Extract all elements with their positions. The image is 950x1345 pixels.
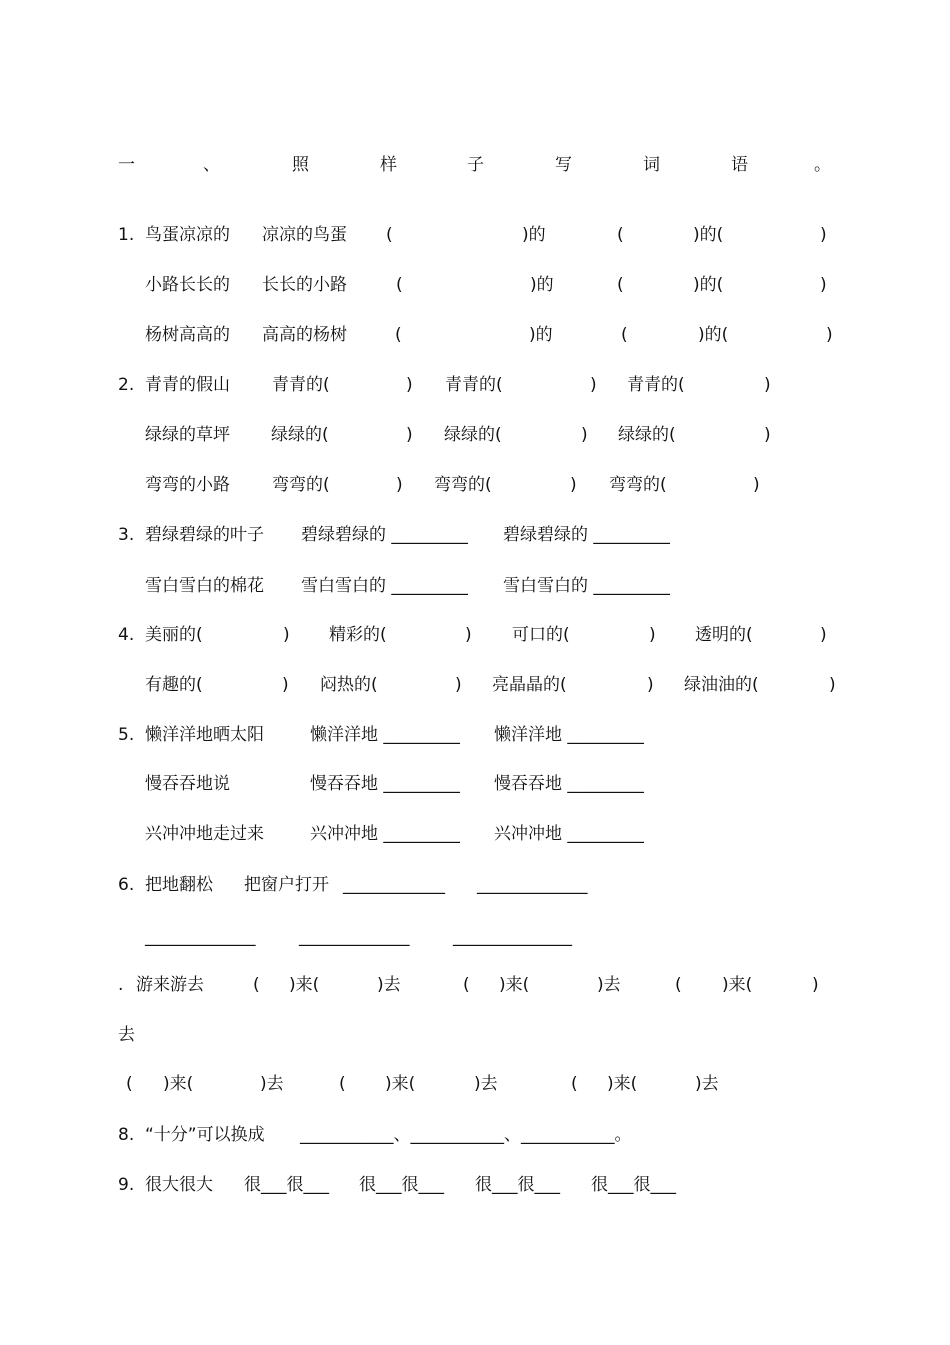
fill-prompt: 可口的( bbox=[512, 625, 570, 645]
answer-line: _____________ bbox=[299, 927, 410, 947]
blank-close: ) bbox=[753, 475, 760, 495]
fill-prompt: 有趣的( bbox=[145, 675, 203, 695]
heading-char: 语 bbox=[731, 155, 748, 175]
blank-open: ( bbox=[617, 225, 624, 245]
fill-prompt: 很___很___ bbox=[359, 1175, 444, 1195]
fill-prompt: 碧绿碧绿的 _________ bbox=[503, 525, 670, 545]
blank-close: )去 bbox=[260, 1074, 284, 1094]
question-number: 9. bbox=[118, 1175, 135, 1195]
fill-prompt: 美丽的( bbox=[145, 625, 203, 645]
fill-prompt: 很___很___ bbox=[591, 1175, 676, 1195]
fill-prompt: 兴冲冲地 _________ bbox=[494, 824, 644, 844]
fill-prompt: 精彩的( bbox=[329, 625, 387, 645]
blank-close: )去 bbox=[474, 1074, 498, 1094]
question-number: . bbox=[118, 975, 124, 995]
example-phrase: 鸟蛋凉凉的 bbox=[145, 225, 230, 245]
example-phrase: 把地翻松 bbox=[145, 875, 213, 895]
blank-close: ) bbox=[829, 675, 836, 695]
blank-close: )去 bbox=[377, 975, 401, 995]
blank-close: )去 bbox=[597, 975, 621, 995]
fill-prompt: 弯弯的( bbox=[609, 475, 667, 495]
blank-close: ) bbox=[820, 625, 827, 645]
question-number: 2. bbox=[118, 375, 135, 395]
blank-close: )的 bbox=[522, 225, 546, 245]
blank-open: ( bbox=[253, 975, 260, 995]
fill-prompt: 青青的( bbox=[627, 375, 685, 395]
blank-close: ) bbox=[396, 475, 403, 495]
fill-prompt: 青青的( bbox=[272, 375, 330, 395]
blank-close: ) bbox=[764, 425, 771, 445]
blank-close: )的 bbox=[529, 325, 553, 345]
fill-prompt: 碧绿碧绿的 _________ bbox=[301, 525, 468, 545]
fill-prompt: 透明的( bbox=[695, 625, 753, 645]
blank-close: ) bbox=[820, 225, 827, 245]
blank-open: ( bbox=[386, 225, 393, 245]
example-answer: 长长的小路 bbox=[262, 275, 347, 295]
blank-close: ) bbox=[455, 675, 462, 695]
fill-prompt: 绿油油的( bbox=[684, 675, 759, 695]
example-phrase: 兴冲冲地走过来 bbox=[145, 824, 264, 844]
example-phrase: 弯弯的小路 bbox=[145, 475, 230, 495]
fill-prompt: 很___很___ bbox=[475, 1175, 560, 1195]
example-answer: 把窗户打开 bbox=[244, 875, 329, 895]
blank-mid: )来( bbox=[163, 1074, 194, 1094]
example-phrase: 青青的假山 bbox=[145, 375, 230, 395]
blank-open: ( bbox=[463, 975, 470, 995]
blank-close: ) bbox=[820, 275, 827, 295]
heading-char: 一 bbox=[118, 155, 135, 175]
example-phrase: 碧绿碧绿的叶子 bbox=[145, 525, 264, 545]
fill-prompt: 弯弯的( bbox=[434, 475, 492, 495]
blank-close: ) bbox=[826, 325, 833, 345]
fill-prompt: 慢吞吞地 _________ bbox=[310, 774, 460, 794]
fill-prompt: 雪白雪白的 _________ bbox=[503, 576, 670, 596]
blank-close: ) bbox=[406, 425, 413, 445]
fill-prompt: 绿绿的( bbox=[444, 425, 502, 445]
answer-line: _____________ bbox=[477, 875, 588, 895]
answer-line: ___________、___________、___________。 bbox=[300, 1125, 632, 1145]
heading-char: 子 bbox=[467, 155, 484, 175]
blank-close: )的( bbox=[693, 225, 724, 245]
blank-mid: )来( bbox=[607, 1074, 638, 1094]
blank-open: ( bbox=[675, 975, 682, 995]
fill-prompt: 慢吞吞地 _________ bbox=[494, 774, 644, 794]
question-number: 4. bbox=[118, 625, 135, 645]
blank-close: ) bbox=[283, 625, 290, 645]
blank-close: )的 bbox=[530, 275, 554, 295]
fill-prompt: 绿绿的( bbox=[618, 425, 676, 445]
blank-close: ) bbox=[465, 625, 472, 645]
question-number: 1. bbox=[118, 225, 135, 245]
fill-prompt: 绿绿的( bbox=[271, 425, 329, 445]
heading-char: 词 bbox=[643, 155, 660, 175]
answer-line: _____________ bbox=[145, 927, 256, 947]
example-phrase: 慢吞吞地说 bbox=[145, 774, 230, 794]
blank-close: )的( bbox=[693, 275, 724, 295]
section-heading bbox=[0, 154, 950, 178]
fill-prompt: 兴冲冲地 _________ bbox=[310, 824, 460, 844]
blank-close: ) bbox=[282, 675, 289, 695]
question-number: 6. bbox=[118, 875, 135, 895]
blank-close: ) bbox=[649, 625, 656, 645]
blank-open: ( bbox=[396, 275, 403, 295]
blank-close: ) bbox=[590, 375, 597, 395]
fill-prompt: 闷热的( bbox=[320, 675, 378, 695]
example-answer: 凉凉的鸟蛋 bbox=[262, 225, 347, 245]
question-number: 5. bbox=[118, 725, 135, 745]
blank-close: ) bbox=[764, 375, 771, 395]
blank-close: ) bbox=[570, 475, 577, 495]
blank-open: ( bbox=[395, 325, 402, 345]
fill-prompt: 很___很___ bbox=[244, 1175, 329, 1195]
blank-open: ( bbox=[339, 1074, 346, 1094]
example-phrase: “十分”可以换成 bbox=[145, 1125, 265, 1145]
blank-close: )的( bbox=[698, 325, 729, 345]
blank-close: ) bbox=[581, 425, 588, 445]
example-phrase: 游来游去 bbox=[136, 975, 204, 995]
fill-prompt: 弯弯的( bbox=[272, 475, 330, 495]
wrapped-text: 去 bbox=[118, 1025, 135, 1045]
example-phrase: 绿绿的草坪 bbox=[145, 425, 230, 445]
blank-open: ( bbox=[617, 275, 624, 295]
fill-prompt: 亮晶晶的( bbox=[492, 675, 567, 695]
blank-close: ) bbox=[647, 675, 654, 695]
blank-mid: )来( bbox=[385, 1074, 416, 1094]
blank-mid: )来( bbox=[722, 975, 753, 995]
example-phrase: 杨树高高的 bbox=[145, 325, 230, 345]
blank-open: ( bbox=[571, 1074, 578, 1094]
question-number: 3. bbox=[118, 525, 135, 545]
answer-line: ______________ bbox=[453, 927, 572, 947]
blank-close: ) bbox=[812, 975, 819, 995]
fill-prompt: 懒洋洋地 _________ bbox=[310, 725, 460, 745]
blank-mid: )来( bbox=[289, 975, 320, 995]
blank-close: ) bbox=[406, 375, 413, 395]
fill-prompt: 青青的( bbox=[445, 375, 503, 395]
example-phrase: 小路长长的 bbox=[145, 275, 230, 295]
question-number: 8. bbox=[118, 1125, 135, 1145]
example-phrase: 雪白雪白的棉花 bbox=[145, 576, 264, 596]
blank-mid: )来( bbox=[499, 975, 530, 995]
blank-close: )去 bbox=[695, 1074, 719, 1094]
heading-char: 样 bbox=[380, 155, 397, 175]
heading-char: 。 bbox=[814, 155, 831, 175]
example-phrase: 懒洋洋地晒太阳 bbox=[145, 725, 264, 745]
example-answer: 高高的杨树 bbox=[262, 325, 347, 345]
fill-prompt: 懒洋洋地 _________ bbox=[494, 725, 644, 745]
blank-open: ( bbox=[126, 1074, 133, 1094]
heading-char: 、 bbox=[203, 155, 220, 175]
heading-char: 写 bbox=[555, 155, 572, 175]
fill-prompt: 雪白雪白的 _________ bbox=[301, 576, 468, 596]
example-phrase: 很大很大 bbox=[145, 1175, 213, 1195]
blank-open: ( bbox=[621, 325, 628, 345]
heading-char: 照 bbox=[292, 155, 309, 175]
answer-line: ____________ bbox=[343, 875, 445, 895]
